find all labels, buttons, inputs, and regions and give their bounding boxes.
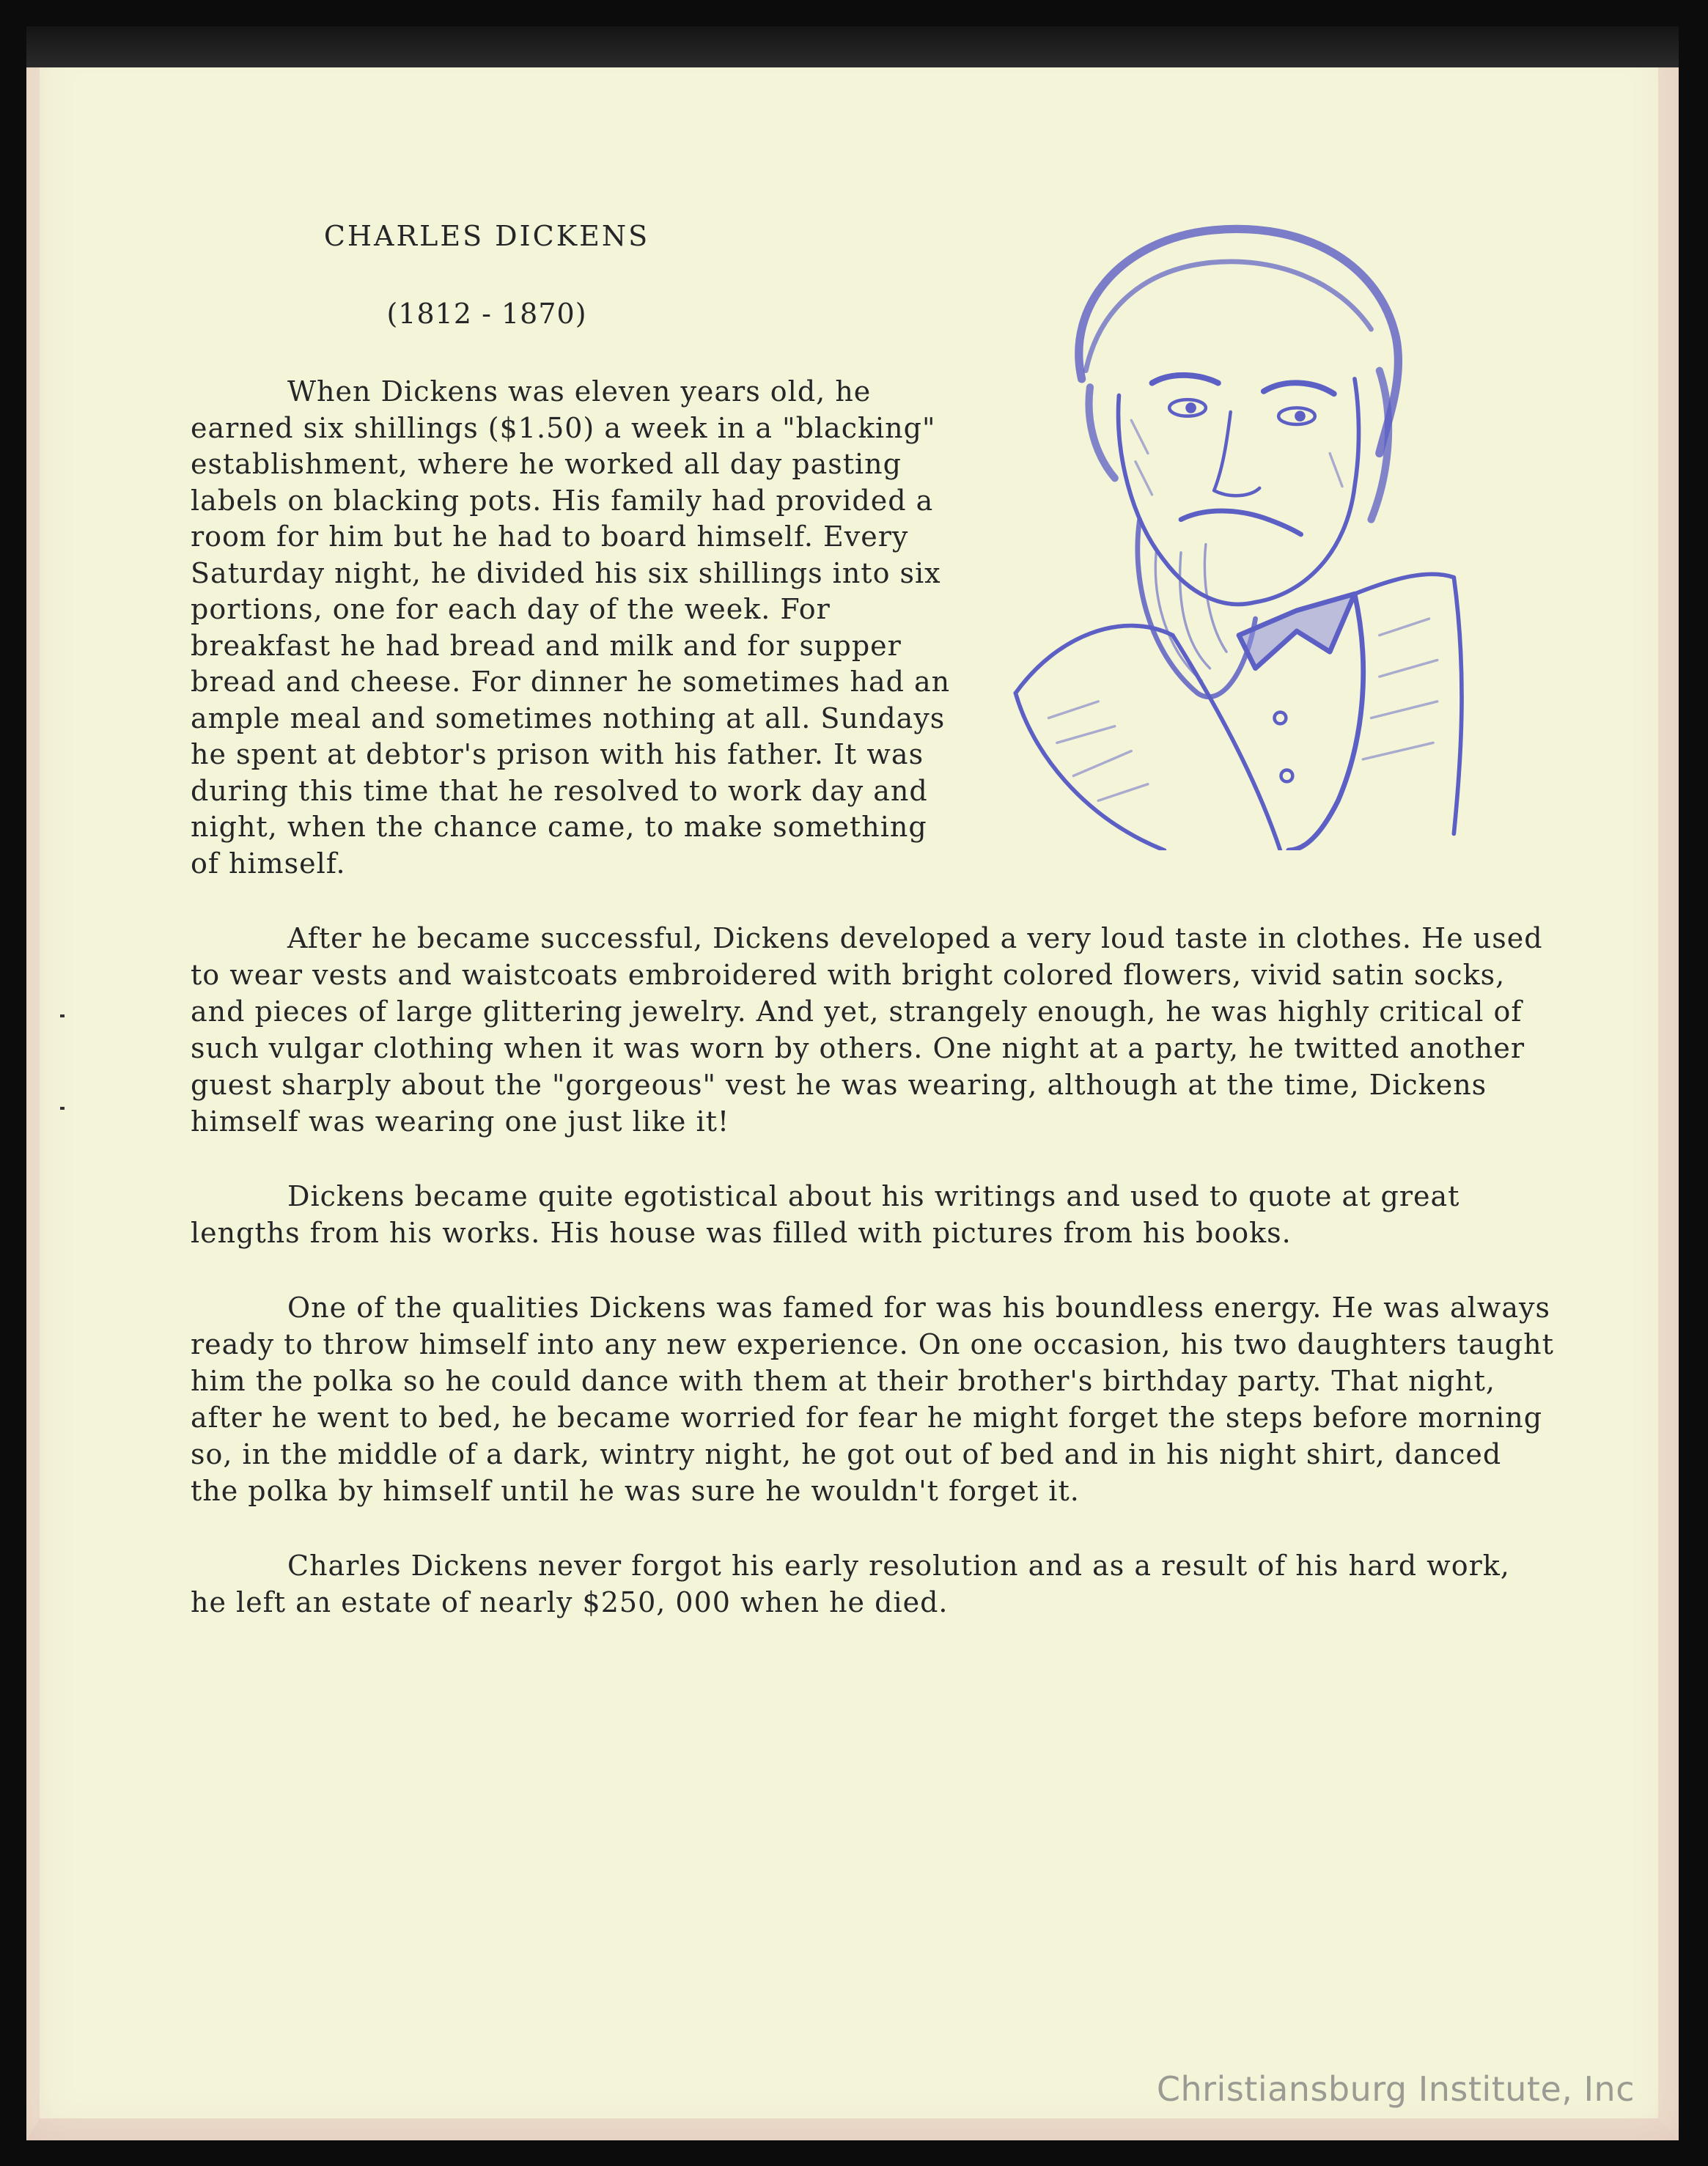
margin-mark [60, 1014, 65, 1017]
page-title: CHARLES DICKENS [323, 220, 650, 252]
paragraph-3: Dickens became quite egotistical about his writings and used to quote at great lengths from his works. His house was filled with pictures from his books. [191, 1180, 1460, 1249]
paragraph-5: Charles Dickens never forgot his early resolution and as a result of his hard work, he left an estate of nearly $250, 000 when he died. [191, 1550, 1510, 1618]
paragraph-2: After he became successful, Dickens developed a very loud taste in clothes. He used to wear vests and waistcoats embroidered with bright colored flowers, vivid satin socks, and pieces of large glittering jewelry. And yet, strangely enough, he was highly critical of such vulgar clothing when it was worn by others. One night at a party, he twitted another guest sharply about the "gorgeous" vest he was wearing, although at the time, Dickens himself was wearing one just like it! [191, 922, 1543, 1138]
margin-mark [60, 1107, 65, 1110]
portrait-illustration [997, 205, 1481, 850]
biography-body [191, 374, 1554, 1659]
life-dates: (1812 - 1870) [386, 298, 587, 330]
top-shadow-band [26, 26, 1679, 67]
paragraph-1: When Dickens was eleven years old, he earned six shillings ($1.50) a week in a "blacking" establishment, where he worked all day pasting labels on blacking pots. His family had provided a room for him but he had to board himself. Every Saturday night, he divided his six shillings into six portions, one for each day of the week. For breakfast he had bread and milk and for supper bread and cheese. For dinner he sometimes had an ample meal and sometimes nothing at all. Sundays he spent at debtor's prison with his father. It was during this time that he resolved to work day and night, when the chance came, to make something of himself. [191, 375, 951, 880]
paragraph-4: One of the qualities Dickens was famed for was his boundless energy. He was always ready to throw himself into any new experience. On one occasion, his two daughters taught him the polka so he could dance with them at their brother's birthday party. That night, after he went to bed, he became worried for fear he might forget the steps before morning so, in the middle of a dark, wintry night, he got out of bed and in his night shirt, danced the polka by himself until he was sure he wouldn't forget it. [191, 1292, 1554, 1507]
watermark: Christiansburg Institute, Inc [1156, 2069, 1635, 2109]
